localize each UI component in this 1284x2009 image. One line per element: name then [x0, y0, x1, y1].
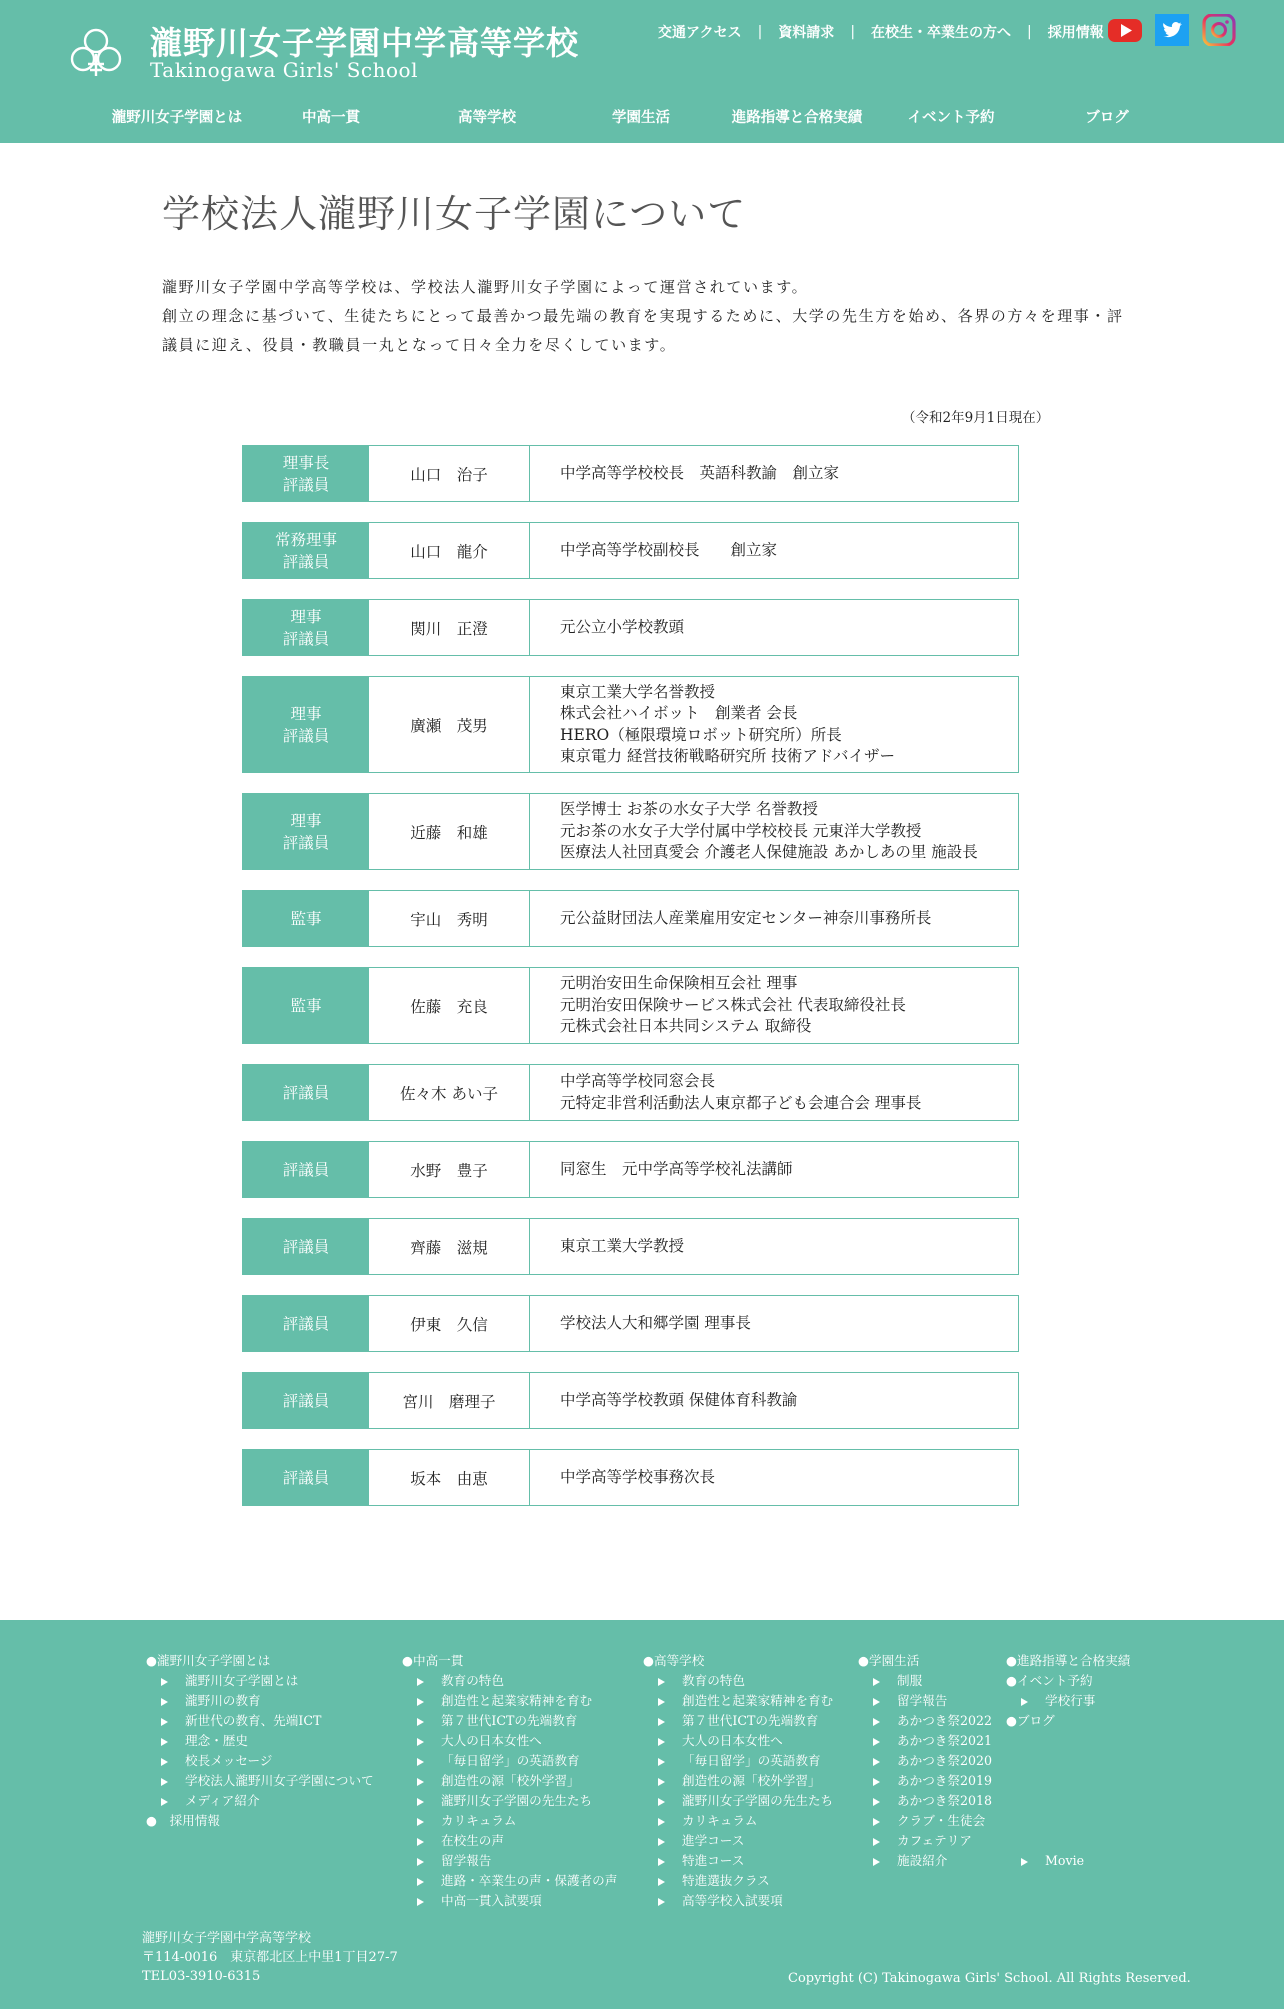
member-name: 坂本 由恵	[369, 1450, 530, 1505]
bullet-triangle-icon	[658, 1778, 665, 1786]
bullet-triangle-icon	[658, 1838, 665, 1846]
footer-link[interactable]: 第７世代ICTの先端教育	[441, 1713, 578, 1728]
footer-tel: TEL03-3910-6315	[142, 1969, 261, 1984]
footer-link[interactable]: あかつき祭2020	[897, 1753, 993, 1768]
bullet-triangle-icon	[161, 1678, 168, 1686]
board-member-list	[242, 445, 1019, 1526]
nav-events[interactable]: イベント予約	[907, 110, 995, 126]
social-links	[1108, 14, 1236, 46]
footer-link[interactable]: 留学報告	[441, 1853, 492, 1868]
intro-line: 創立の理念に基づいて、生徒たちにとって最善かつ最先端の教育を実現するために、大学の先生方を始め、各界の方々を理事・評議員に迎え、役員・教職員一丸となって日々全力を尽くしています。	[162, 307, 1124, 354]
footer-heading-events[interactable]: ●イベント予約	[1006, 1673, 1093, 1688]
footer-link-movie[interactable]: Movie	[1045, 1853, 1085, 1868]
member-description	[530, 677, 1018, 772]
footer-link[interactable]: 学校法人瀧野川女子学園について	[185, 1773, 374, 1788]
member-description-line: 中学高等学校校長 英語科教諭 創立家	[560, 463, 840, 482]
footer-link[interactable]: 「毎日留学」の英語教育	[441, 1753, 580, 1768]
bullet-triangle-icon	[873, 1678, 880, 1686]
member-role-line: 評議員	[282, 629, 330, 648]
util-link-access[interactable]: 交通アクセス	[658, 25, 742, 41]
footer-link[interactable]: 瀧野川の教育	[185, 1693, 261, 1708]
footer-link[interactable]: 高等学校入試要項	[682, 1893, 783, 1908]
board-member-row	[242, 967, 1019, 1044]
member-role-line: 評議員	[282, 1237, 330, 1256]
board-member-row	[242, 793, 1019, 870]
bullet-triangle-icon	[658, 1718, 665, 1726]
util-link-recruit[interactable]: 採用情報	[1047, 25, 1104, 41]
bullet-triangle-icon	[417, 1738, 424, 1746]
footer-link-school-events[interactable]: 学校行事	[1045, 1693, 1096, 1708]
member-description-line: 元明治安田保険サービス株式会社 代表取締役社長	[560, 995, 906, 1014]
member-description-line: 同窓生 元中学高等学校礼法講師	[560, 1159, 793, 1178]
member-description-line: 東京電力 経営技術戦略研究所 技術アドバイザー	[560, 747, 896, 765]
footer-link[interactable]: カフェテリア	[897, 1833, 972, 1848]
nav-blog[interactable]: ブログ	[1085, 110, 1129, 126]
bullet-triangle-icon	[873, 1738, 880, 1746]
youtube-icon[interactable]	[1108, 14, 1142, 46]
member-role-line: 評議員	[282, 1391, 330, 1410]
footer-link[interactable]: 第７世代ICTの先端教育	[682, 1713, 819, 1728]
separator: |	[757, 24, 763, 40]
member-description	[530, 968, 1018, 1043]
nav-junior-senior[interactable]: 中高一貫	[302, 110, 360, 126]
member-description-line: 元明治安田生命保険相互会社 理事	[560, 974, 798, 993]
member-description	[530, 446, 1018, 501]
board-member-row	[242, 445, 1019, 502]
bullet-triangle-icon	[658, 1798, 665, 1806]
twitter-icon[interactable]	[1155, 14, 1189, 46]
footer-postal-address: 〒114-0016 東京都北区上中里1丁目27-7	[142, 1950, 398, 1965]
bullet-triangle-icon	[417, 1878, 424, 1886]
footer-link[interactable]: 制服	[897, 1673, 923, 1688]
member-description-line: 元お茶の水女子大学付属中学校校長 元東洋大学教授	[560, 821, 922, 840]
bullet-triangle-icon	[873, 1818, 880, 1826]
member-role	[243, 1065, 369, 1120]
bullet-triangle-icon	[873, 1698, 880, 1706]
member-description	[530, 1219, 1018, 1274]
bullet-triangle-icon	[161, 1778, 168, 1786]
footer-link[interactable]: メディア紹介	[185, 1793, 260, 1808]
bullet-triangle-icon	[417, 1698, 424, 1706]
bullet-triangle-icon	[873, 1758, 880, 1766]
member-name: 廣瀬 茂男	[369, 677, 530, 772]
member-description	[530, 523, 1018, 578]
footer-heading-career[interactable]: ●進路指導と合格実績	[1006, 1653, 1131, 1668]
copyright: Copyright (C) Takinogawa Girls' School. All Rights Reserved.	[788, 1971, 1191, 1986]
footer-heading-blog[interactable]: ●ブログ	[1006, 1713, 1055, 1728]
footer-link[interactable]: あかつき祭2021	[897, 1733, 993, 1748]
bullet-triangle-icon	[658, 1678, 665, 1686]
bullet-triangle-icon	[417, 1798, 424, 1806]
footer-column-junior-senior	[402, 1651, 617, 1911]
bullet-triangle-icon	[658, 1858, 665, 1866]
bullet-triangle-icon	[658, 1738, 665, 1746]
member-name: 山口 龍介	[369, 523, 530, 578]
page-title: 学校法人瀧野川女子学園について	[162, 192, 747, 236]
bullet-triangle-icon	[873, 1778, 880, 1786]
member-description	[530, 891, 1018, 946]
member-description	[530, 1142, 1018, 1197]
footer-column-high-school	[643, 1651, 833, 1911]
bullet-triangle-icon	[873, 1838, 880, 1846]
util-link-students-alumni[interactable]: 在校生・卒業生の方へ	[871, 25, 1012, 41]
footer-column-school-life	[858, 1651, 992, 1871]
footer-link[interactable]: 創造性の源「校外学習」	[441, 1773, 580, 1788]
footer-link[interactable]: あかつき祭2019	[897, 1773, 993, 1788]
footer-link[interactable]: 特進コース	[682, 1853, 745, 1868]
nav-career[interactable]: 進路指導と合格実績	[731, 110, 863, 126]
member-role	[243, 1142, 369, 1197]
member-description-line: 元公立小学校教頭	[560, 617, 685, 636]
board-member-row	[242, 1372, 1019, 1429]
member-role-line: 監事	[290, 909, 322, 928]
footer-column-misc	[1006, 1651, 1130, 1731]
footer-link-recruit[interactable]: ● 採用情報	[146, 1813, 220, 1828]
member-description-line: 元公益財団法人産業雇用安定センター神奈川事務所長	[560, 908, 932, 927]
member-name: 伊東 久信	[369, 1296, 530, 1351]
footer-link[interactable]: 大人の日本女性へ	[682, 1733, 783, 1748]
member-role	[243, 523, 369, 578]
bullet-triangle-icon	[417, 1718, 424, 1726]
footer-link[interactable]: カリキュラム	[682, 1813, 758, 1828]
footer-link[interactable]: 教育の特色	[441, 1673, 504, 1688]
member-role	[243, 1450, 369, 1505]
member-description-line: 株式会社ハイボット 創業者 会長	[560, 704, 798, 722]
footer-link[interactable]: カリキュラム	[441, 1813, 517, 1828]
bullet-triangle-icon	[658, 1758, 665, 1766]
bullet-triangle-icon	[417, 1858, 424, 1866]
nav-high-school[interactable]: 高等学校	[458, 110, 516, 126]
footer-link[interactable]: 創造性の源「校外学習」	[682, 1773, 821, 1788]
member-role	[243, 600, 369, 655]
board-member-row	[242, 599, 1019, 656]
member-description-line: 東京工業大学名誉教授	[560, 682, 716, 701]
bullet-triangle-icon	[161, 1738, 168, 1746]
member-role-line: 評議員	[282, 475, 330, 494]
footer-address	[142, 1929, 398, 1986]
member-name: 山口 治子	[369, 446, 530, 501]
board-member-row	[242, 1141, 1019, 1198]
footer-column-heading[interactable]: ●学園生活	[858, 1653, 920, 1668]
bullet-triangle-icon	[658, 1898, 665, 1906]
footer-column-heading[interactable]: ●高等学校	[643, 1653, 705, 1668]
member-description-line: 東京工業大学教授	[560, 1236, 685, 1255]
bullet-triangle-icon	[1021, 1858, 1028, 1866]
member-description-line: 医学博士 お茶の水女子大学 名誉教授	[560, 800, 818, 819]
as-of-date: （令和2年9月1日現在）	[902, 410, 1050, 426]
member-description	[530, 600, 1018, 655]
bullet-triangle-icon	[417, 1898, 424, 1906]
member-description	[530, 1373, 1018, 1428]
member-name: 宮川 磨理子	[369, 1373, 530, 1428]
member-description-line: 医療法人社団真愛会 介護老人保健施設 あかしあの里 施設長	[560, 843, 978, 862]
member-role	[243, 794, 369, 869]
footer-link[interactable]: 新世代の教育、先端ICT	[185, 1713, 322, 1728]
intro-line: 瀧野川女子学園中学高等学校は、学校法人瀧野川女子学園によって運営されています。	[162, 278, 809, 296]
main-nav	[0, 100, 1284, 132]
footer-column-heading[interactable]: ●瀧野川女子学園とは	[146, 1653, 271, 1668]
member-role	[243, 677, 369, 772]
member-description-line: 中学高等学校副校長 創立家	[560, 540, 778, 559]
logo-title[interactable]: 瀧野川女子学園中学高等学校	[150, 24, 580, 62]
nav-school-life[interactable]: 学園生活	[612, 110, 670, 126]
member-name: 関川 正澄	[369, 600, 530, 655]
member-description-line: 元株式会社日本共同システム 取締役	[560, 1017, 812, 1036]
board-member-row	[242, 1064, 1019, 1121]
member-role-line: 監事	[290, 996, 322, 1015]
utility-links	[658, 22, 1104, 42]
footer-link[interactable]: 創造性と起業家精神を育む	[441, 1693, 593, 1708]
member-description-line: 学校法人大和郷学園 理事長	[560, 1313, 751, 1332]
board-member-row	[242, 1295, 1019, 1352]
bullet-triangle-icon	[417, 1818, 424, 1826]
intro-text	[162, 273, 1124, 360]
footer-link[interactable]: 教育の特色	[682, 1673, 745, 1688]
member-role	[243, 446, 369, 501]
bullet-triangle-icon	[417, 1838, 424, 1846]
member-description-line: HERO（極限環境ロボット研究所）所長	[560, 725, 842, 744]
member-description	[530, 1065, 1018, 1120]
footer-link[interactable]: 理念・歴史	[185, 1733, 248, 1748]
member-description-line: 中学高等学校教頭 保健体育科教諭	[560, 1390, 798, 1409]
member-name: 齊藤 滋規	[369, 1219, 530, 1274]
bullet-triangle-icon	[161, 1798, 168, 1806]
member-name: 水野 豊子	[369, 1142, 530, 1197]
member-description-line: 中学高等学校同窓会長	[560, 1072, 716, 1090]
board-member-row	[242, 1449, 1019, 1506]
member-role-line: 評議員	[282, 1468, 330, 1487]
footer-link[interactable]: 「毎日留学」の英語教育	[682, 1753, 821, 1768]
footer-link[interactable]: クラブ・生徒会	[897, 1813, 986, 1828]
member-name: 近藤 和雄	[369, 794, 530, 869]
bullet-triangle-icon	[417, 1678, 424, 1686]
footer-link[interactable]: 施設紹介	[897, 1853, 948, 1868]
board-member-row	[242, 522, 1019, 579]
member-role-line: 理事長	[282, 453, 330, 472]
board-member-row	[242, 676, 1019, 773]
member-role-line: 評議員	[282, 726, 330, 745]
member-role	[243, 1296, 369, 1351]
bullet-triangle-icon	[161, 1698, 168, 1706]
bullet-triangle-icon	[658, 1698, 665, 1706]
footer-link[interactable]: 進学コース	[682, 1833, 745, 1848]
footer-link[interactable]: 在校生の声	[441, 1833, 504, 1848]
separator: |	[1027, 24, 1032, 40]
util-link-brochure[interactable]: 資料請求	[778, 25, 835, 41]
member-description	[530, 1296, 1018, 1351]
member-description-line: 中学高等学校事務次長	[560, 1467, 716, 1486]
bullet-triangle-icon	[417, 1778, 424, 1786]
separator: |	[850, 24, 856, 40]
footer-link[interactable]: あかつき祭2022	[897, 1713, 993, 1728]
site-header	[0, 0, 1284, 143]
member-name: 佐藤 充良	[369, 968, 530, 1043]
member-name: 宇山 秀明	[369, 891, 530, 946]
member-role-line: 理事	[290, 607, 322, 626]
member-role-line: 評議員	[282, 1314, 330, 1333]
footer-link[interactable]: 校長メッセージ	[185, 1753, 273, 1768]
footer-link[interactable]: 大人の日本女性へ	[441, 1733, 542, 1748]
board-member-row	[242, 1218, 1019, 1275]
bullet-triangle-icon	[161, 1718, 168, 1726]
footer-link[interactable]: 中高一貫入試要項	[441, 1893, 542, 1908]
member-role-line: 理事	[290, 704, 322, 723]
bullet-triangle-icon	[161, 1758, 168, 1766]
bullet-triangle-icon	[1021, 1698, 1028, 1706]
footer-link[interactable]: 留学報告	[897, 1693, 948, 1708]
member-description	[530, 1450, 1018, 1505]
member-role-line: 評議員	[282, 1160, 330, 1179]
member-role-line: 理事	[290, 811, 322, 830]
member-role	[243, 1219, 369, 1274]
footer-movie	[1006, 1851, 1084, 1871]
bullet-triangle-icon	[417, 1758, 424, 1766]
member-role-line: 常務理事	[274, 530, 337, 549]
member-name: 佐々木 あい子	[369, 1065, 530, 1120]
member-description	[530, 794, 1018, 869]
member-role	[243, 891, 369, 946]
footer-school-name: 瀧野川女子学園中学高等学校	[142, 1931, 312, 1946]
school-emblem-icon[interactable]	[68, 28, 124, 80]
bullet-triangle-icon	[873, 1718, 880, 1726]
member-role	[243, 968, 369, 1043]
member-role-line: 評議員	[282, 1083, 330, 1102]
bullet-triangle-icon	[873, 1798, 880, 1806]
nav-about[interactable]: 瀧野川女子学園とは	[111, 110, 243, 126]
instagram-icon[interactable]	[1202, 14, 1236, 46]
member-role	[243, 1373, 369, 1428]
bullet-triangle-icon	[658, 1818, 665, 1826]
footer-link[interactable]: 瀧野川女子学園の先生たち	[441, 1793, 593, 1808]
footer-column-about	[146, 1651, 374, 1831]
logo-subtitle: Takinogawa Girls' School	[150, 58, 418, 82]
board-member-row	[242, 890, 1019, 947]
site-footer	[0, 1620, 1284, 2009]
member-description-line: 元特定非営利活動法人東京都子ども会連合会 理事長	[560, 1093, 922, 1112]
footer-link[interactable]: 瀧野川女子学園とは	[185, 1673, 299, 1688]
member-role-line: 評議員	[282, 552, 330, 571]
footer-link[interactable]: 瀧野川女子学園の先生たち	[682, 1793, 834, 1808]
bullet-triangle-icon	[658, 1878, 665, 1886]
member-role-line: 評議員	[282, 833, 330, 852]
footer-column-heading[interactable]: ●中高一貫	[402, 1653, 464, 1668]
footer-link[interactable]: 創造性と起業家精神を育む	[682, 1693, 834, 1708]
footer-link[interactable]: 特進選抜クラス	[682, 1873, 770, 1888]
footer-link[interactable]: あかつき祭2018	[897, 1793, 993, 1808]
bullet-triangle-icon	[873, 1858, 880, 1866]
footer-link[interactable]: 進路・卒業生の声・保護者の声	[441, 1873, 618, 1888]
